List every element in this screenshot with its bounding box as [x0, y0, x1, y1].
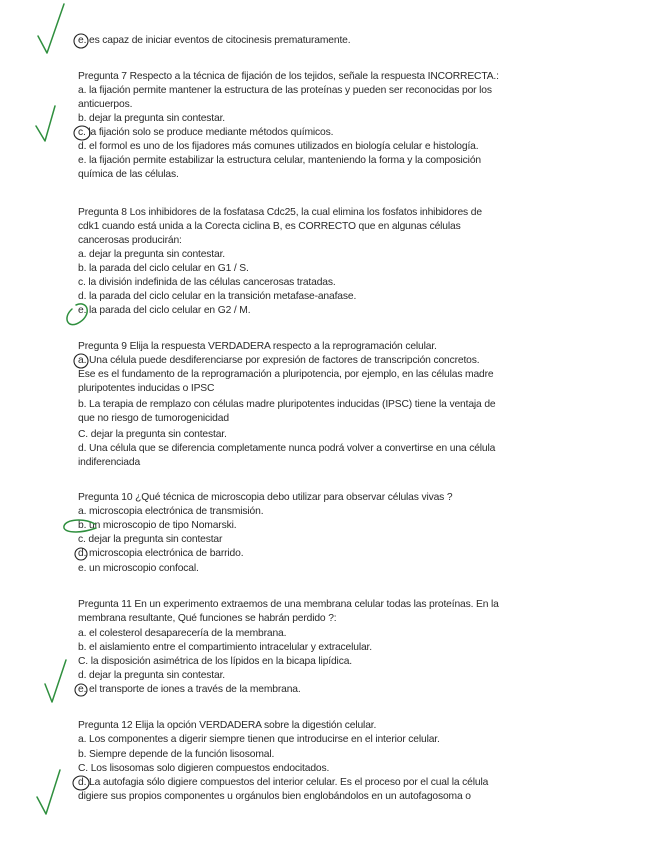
q7-option-b: b. dejar la pregunta sin contestar. [78, 113, 226, 124]
check-mark-icon [37, 770, 60, 814]
check-mark-icon [38, 4, 64, 53]
q8-option-b: b. la parada del ciclo celular en G1 / S. [78, 263, 249, 274]
q7-option-e: e. la fijación permite estabilizar la estructura celular, manteniendo la forma y la composición [78, 155, 481, 166]
q7-option-a: a. la fijación permite mantener la estructura de las proteínas y pueden ser reconocidas por los [78, 85, 492, 96]
q10-option-e: e. un microscopio confocal. [78, 563, 199, 574]
question-8-title: Pregunta 8 Los inhibidores de la fosfatasa Cdc25, la cual elimina los fosfatos inhibidores de [78, 207, 482, 218]
text-line: anticuerpos. [78, 99, 133, 110]
text-line: digiere sus propios componentes u orgánulos bien englobándolos en un autofagosoma o [78, 791, 471, 802]
q12-option-a: a. Los componentes a digerir siempre tienen que introducirse en el interior celular. [78, 734, 440, 745]
q11-option-c: C. la disposición asimétrica de los lípidos en la bicapa lipídica. [78, 656, 352, 667]
q7-option-c: c. la fijación solo se produce mediante métodos químicos. [78, 127, 334, 138]
q12-option-c: C. Los lisosomas solo digieren compuestos endocitados. [78, 763, 330, 774]
q9-option-b: b. La terapia de remplazo con células madre pluripotentes inducidas (IPSC) tiene la ventaja de [78, 399, 496, 410]
text-line: cdk1 cuando está unida a la Corecta ciclina B, es CORRECTO que en algunas células [78, 221, 461, 232]
q8-option-c: c. la división indefinida de las células cancerosas tratadas. [78, 277, 336, 288]
q11-option-b: b. el aislamiento entre el compartimiento intracelular y extracelular. [78, 642, 372, 653]
q10-option-c: c. dejar la pregunta sin contestar [78, 534, 223, 545]
q11-option-e: e. el transporte de iones a través de la membrana. [78, 684, 301, 695]
question-9-title: Pregunta 9 Elija la respuesta VERDADERA respecto a la reprogramación celular. [78, 341, 437, 352]
question-7-title: Pregunta 7 Respecto a la técnica de fijación de los tejidos, señale la respuesta INCORRECTA.: [78, 71, 499, 82]
text-line: Ese es el fundamento de la reprogramación a pluripotencia, por ejemplo, en las células madre [78, 369, 494, 380]
text-line: química de las células. [78, 169, 179, 180]
check-mark-icon [45, 660, 66, 702]
q12-option-b: b. Siempre depende de la función lisosomal. [78, 749, 275, 760]
text-line: membrana resultante, Qué funciones se habrán perdido ?: [78, 613, 337, 624]
q11-option-d: d. dejar la pregunta sin contestar. [78, 670, 226, 681]
check-mark-icon [36, 106, 55, 141]
q11-option-a: a. el colesterol desaparecería de la membrana. [78, 628, 287, 639]
question-10-title: Pregunta 10 ¿Qué técnica de microscopia debo utilizar para observar células vivas ? [78, 492, 453, 503]
q9-option-c: C. dejar la pregunta sin contestar. [78, 429, 227, 440]
text-line: cancerosas producirán: [78, 235, 182, 246]
question-11-title: Pregunta 11 En un experimento extraemos de una membrana celular todas las proteínas. En la [78, 599, 499, 610]
q10-option-b: b. un microscopio de tipo Nomarski. [78, 520, 237, 531]
q8-option-e: e. la parada del ciclo celular en G2 / M. [78, 305, 251, 316]
q7-option-d: d. el formol es uno de los fijadores más comunes utilizados en biología celular e histología. [78, 141, 479, 152]
text-line: que no riesgo de tumorogenicidad [78, 413, 229, 424]
q10-option-a: a. microscopia electrónica de transmisión. [78, 506, 264, 517]
text-line: indiferenciada [78, 457, 141, 468]
q8-option-d: d. la parada del ciclo celular en la transición metafase-anafase. [78, 291, 357, 302]
q8-option-a: a. dejar la pregunta sin contestar. [78, 249, 226, 260]
q9-option-d: d. Una célula que se diferencia completamente nunca podrá volver a convertirse en una célula [78, 443, 496, 454]
q10-option-d: d. microscopia electrónica de barrido. [78, 548, 244, 559]
text-line: pluripotentes inducidas o IPSC [78, 383, 215, 394]
q12-option-d: d. La autofagia sólo digiere compuestos del interior celular. Es el proceso por el cual la célula [78, 777, 489, 788]
question-12-title: Pregunta 12 Elija la opción VERDADERA sobre la digestión celular. [78, 720, 377, 731]
text-line: e. es capaz de iniciar eventos de citocinesis prematuramente. [78, 35, 351, 46]
q9-option-a: a. Una célula puede desdiferenciarse por expresión de factores de transcripción concretos. [78, 355, 480, 366]
